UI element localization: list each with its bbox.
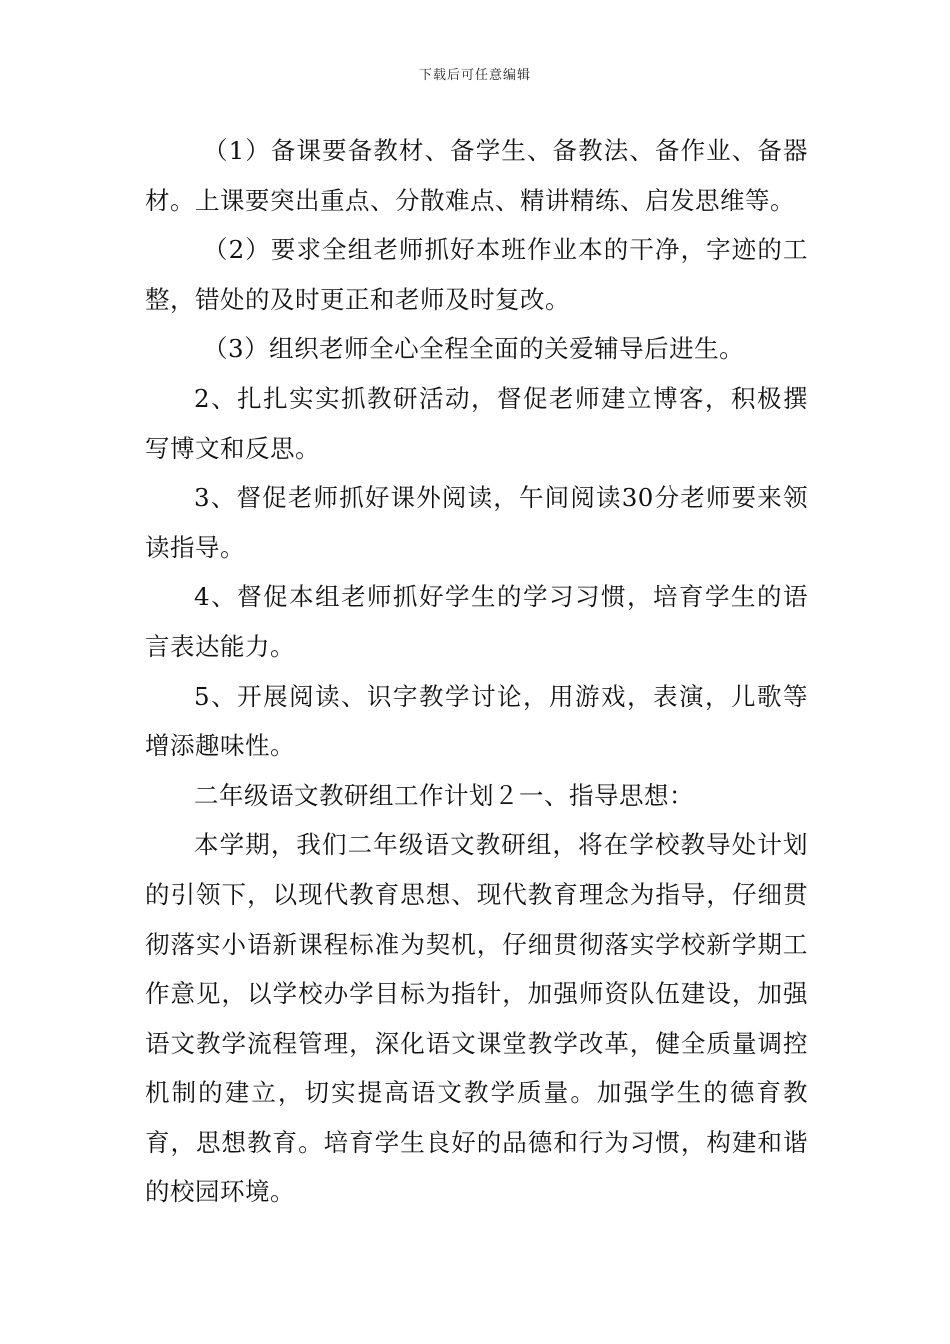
paragraph-tutoring: （3）组织老师全心全程全面的关爱辅导后进生。 (203, 334, 745, 364)
paragraph-teaching-research: 2、扎扎实实抓教研活动，督促老师建立博客，积极撰写博文和反思。 (145, 383, 808, 463)
paragraph-reading: 3、督促老师抓好课外阅读，午间阅读30分老师要来领读指导。 (145, 483, 808, 562)
section-heading: 二年级语文教研组工作计划２一、指导思想： (194, 780, 694, 810)
paragraph-study-habits: 4、督促本组老师抓好学生的学习习惯，培育学生的语言表达能力。 (145, 582, 808, 661)
paragraph-homework: （2）要求全组老师抓好本班作业本的干净，字迹的工整，错处的及时更正和老师及时复改。 (145, 235, 808, 314)
page-header: 下载后可任意编辑 (418, 68, 531, 83)
paragraph-prep-lessons: （1）备课要备教材、备学生、备教法、备作业、备器材。上课要突出重点、分散难点、精讲精练、启发思维等。 (145, 136, 808, 215)
document-body (145, 126, 808, 1217)
paragraph-guiding-thought: 本学期，我们二年级语文教研组，将在学校教导处计划的引领下，以现代教育思想、现代教育理念为指导，仔细贯彻落实小语新课程标准为契机，仔细贯彻落实学校新学期工作意见，以学校办学目标为指针，加强师资队伍建设，加强语文教学流程管理，深化语文课堂教学改革，健全质量调控机制的建立，切实提高语文教学质量。加强学生的德育教育，思想教育。培育学生良好的品德和行为习惯，构建和谐的校园环境。 (145, 830, 808, 1207)
paragraph-activities: 5、开展阅读、识字教学讨论，用游戏，表演，儿歌等增添趣味性。 (145, 681, 808, 761)
